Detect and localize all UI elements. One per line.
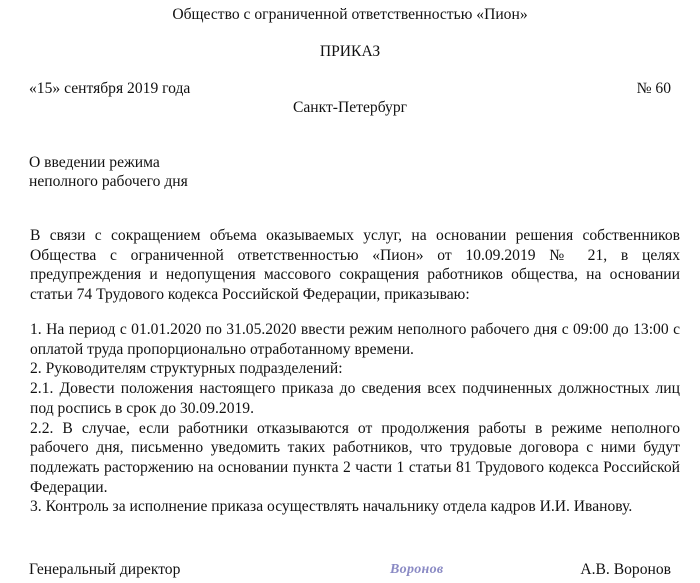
order-date: «15» сентября 2019 года xyxy=(29,80,191,97)
order-number: № 60 xyxy=(636,80,671,97)
document-title: ПРИКАЗ xyxy=(319,43,381,60)
order-subject-line-2: неполного рабочего дня xyxy=(29,173,188,190)
preamble-text: В связи с сокращением объема оказываемых услуг, на основании решения собственников Общества с ограниченной ответственностью «Пион» от 10.09.2019 № 21, в целях предупреждения и недопущения массового сокращения работников общества, на основании статьи 74 Трудового кодекса Российской Федерации, приказываю: xyxy=(30,227,680,304)
organization-name: Общество с ограниченной ответственностью «Пион» xyxy=(172,6,528,23)
order-city: Санкт-Петербург xyxy=(292,99,408,116)
order-item-2: 2. Руководителям структурных подразделений: xyxy=(30,360,343,378)
signer-name: А.В. Воронов xyxy=(580,561,671,578)
order-item-3: 3. Контроль за исполнение приказа осуществлять начальнику отдела кадров И.И. Иванову. xyxy=(30,498,633,516)
signature: Воронов xyxy=(390,562,444,577)
order-item-2-1: 2.1. Довести положения настоящего приказа до сведения всех подчиненных должностных лиц под роспись в срок до 30.09.2019. xyxy=(30,380,680,417)
order-item-2-2: 2.2. В случае, если работники отказываются от продолжения работы в режиме неполного рабочего дня, письменно уведомить таких работников, что трудовые договора с ними будут подлежать расторжению на основании пункта 2 части 1 статьи 81 Трудового кодекса Российской Федерации. xyxy=(30,419,680,496)
order-subject-line-1: О введении режима xyxy=(29,154,160,171)
order-items xyxy=(30,320,680,517)
order-preamble xyxy=(30,226,680,305)
signer-position: Генеральный директор xyxy=(29,561,181,578)
order-item-1: 1. На период с 01.01.2020 по 31.05.2020 ввести режим неполного рабочего дня с 09:00 до 13:00 с оплатой труда пропорционально отработанному времени. xyxy=(30,321,680,358)
